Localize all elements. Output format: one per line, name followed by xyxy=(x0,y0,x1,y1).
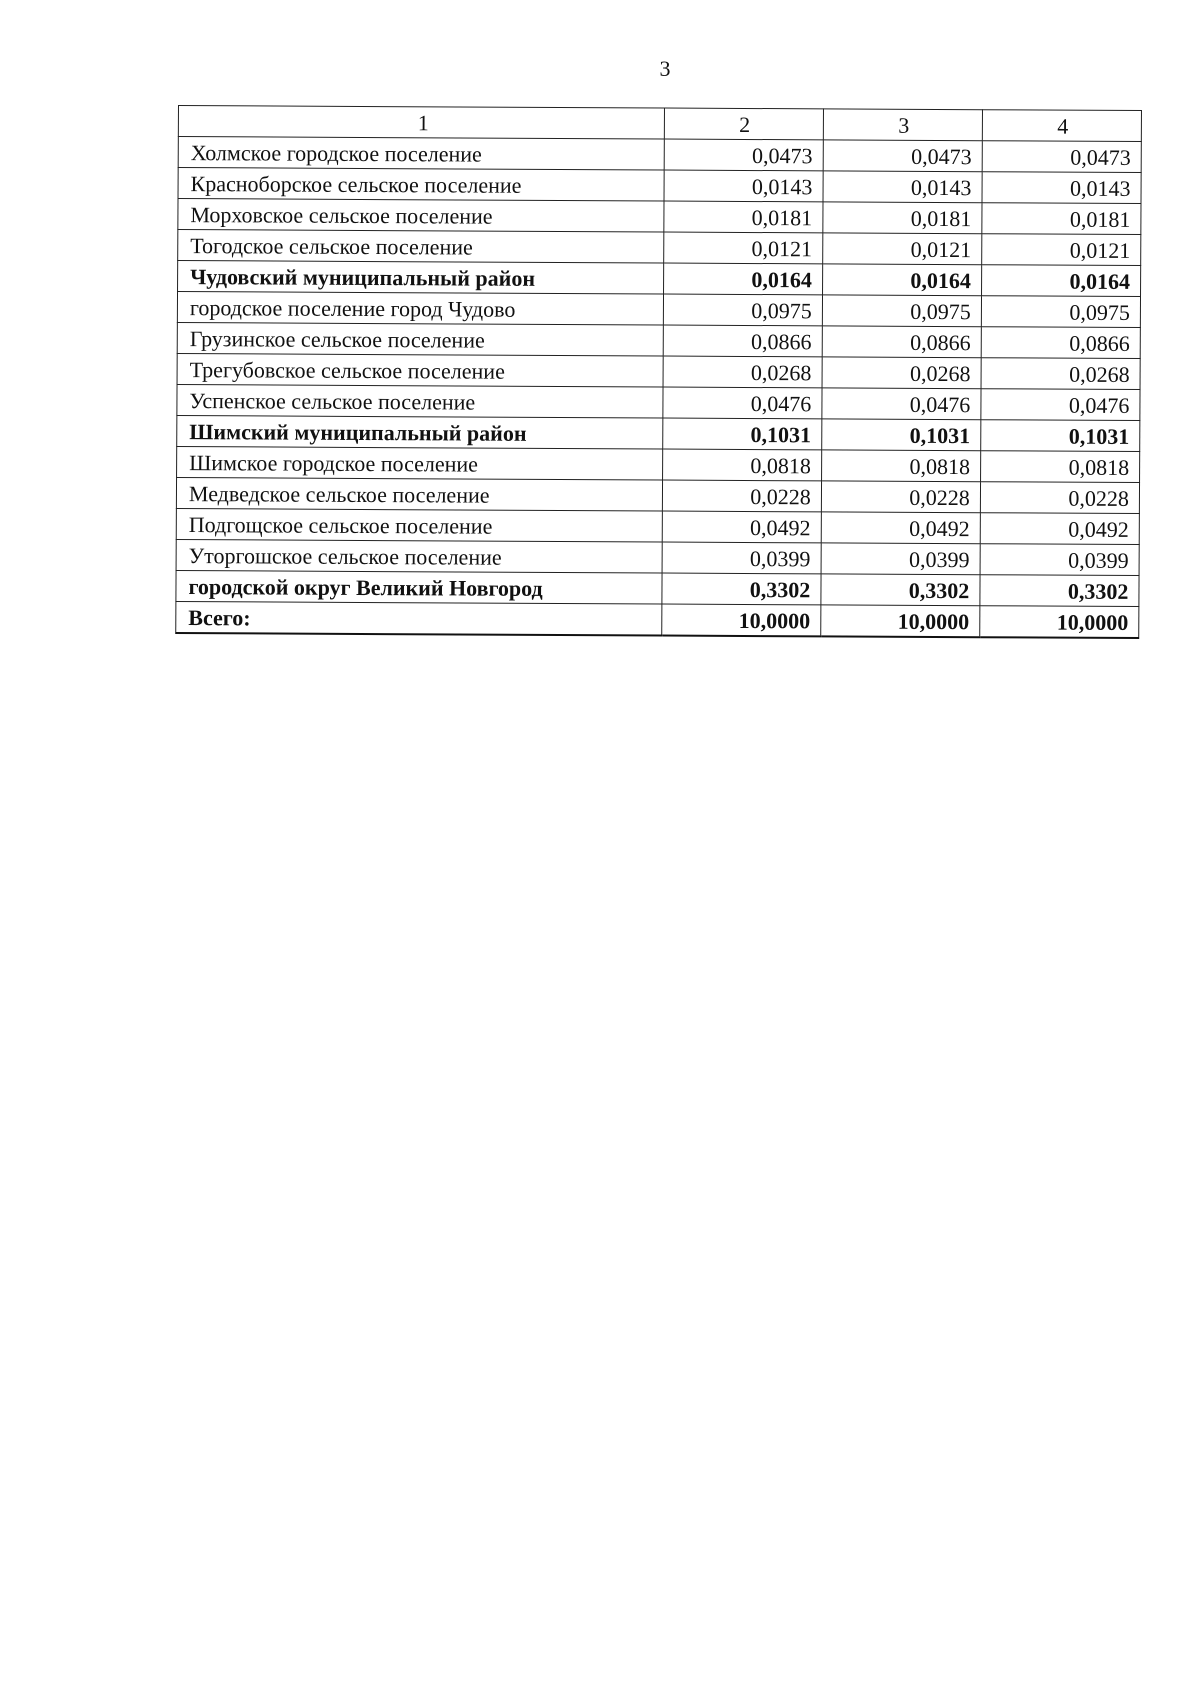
row-value-col2: 0,0492 xyxy=(662,511,821,543)
row-value-col4: 10,0000 xyxy=(980,606,1139,638)
row-value-col4: 0,0866 xyxy=(981,327,1140,359)
row-name-cell: Трегубовское сельское поселение xyxy=(177,353,663,387)
row-value-col3: 0,0476 xyxy=(822,388,981,420)
row-name-cell: Медведское сельское поселение xyxy=(176,477,662,511)
row-value-col4: 0,0164 xyxy=(981,265,1140,297)
row-name-cell: Тогодское сельское поселение xyxy=(178,230,664,264)
row-name-cell: Шимский муниципальный район xyxy=(177,415,663,449)
table-row xyxy=(177,322,1140,358)
row-value-col3: 0,3302 xyxy=(821,574,980,606)
row-value-col3: 0,0228 xyxy=(821,481,980,513)
row-value-col4: 0,0268 xyxy=(981,358,1140,390)
column-header-4: 4 xyxy=(982,110,1141,142)
row-name-cell: городское поселение город Чудово xyxy=(177,292,663,326)
page-number xyxy=(0,56,1200,82)
table-row xyxy=(177,292,1140,328)
row-value-col2: 0,0866 xyxy=(663,325,822,357)
row-value-col2: 0,0975 xyxy=(663,294,822,326)
row-value-col2: 0,1031 xyxy=(662,418,821,450)
row-value-col4: 0,0181 xyxy=(982,203,1141,235)
row-value-col2: 10,0000 xyxy=(661,604,820,636)
row-name-cell: Морховское сельское поселение xyxy=(178,199,664,233)
row-name-cell: Уторгошское сельское поселение xyxy=(176,539,662,573)
row-value-col3: 0,0492 xyxy=(821,512,980,544)
row-value-col4: 0,0818 xyxy=(980,451,1139,483)
row-value-col3: 0,0866 xyxy=(822,326,981,358)
row-value-col2: 0,0143 xyxy=(664,170,823,202)
table-row xyxy=(178,137,1141,173)
row-value-col4: 0,0399 xyxy=(980,544,1139,576)
row-value-col4: 0,0476 xyxy=(981,389,1140,421)
row-value-col3: 0,0121 xyxy=(822,233,981,265)
page-number-text: 3 xyxy=(659,56,671,81)
row-name-cell: Шимское городское поселение xyxy=(177,446,663,480)
table-row xyxy=(176,508,1139,544)
row-value-col2: 0,0476 xyxy=(663,387,822,419)
row-value-col4: 0,0228 xyxy=(980,482,1139,514)
table-row xyxy=(178,168,1141,204)
table-row xyxy=(177,384,1140,420)
row-value-col4: 0,1031 xyxy=(981,420,1140,452)
row-value-col3: 0,0399 xyxy=(821,543,980,575)
row-value-col3: 0,0181 xyxy=(823,202,982,234)
row-value-col2: 0,0121 xyxy=(663,232,822,264)
row-value-col3: 10,0000 xyxy=(821,605,980,637)
column-header-3: 3 xyxy=(823,109,982,141)
table-row xyxy=(177,415,1140,451)
row-value-col2: 0,0164 xyxy=(663,263,822,295)
row-value-col2: 0,0228 xyxy=(662,480,821,512)
table-row xyxy=(176,570,1139,606)
column-header-1: 1 xyxy=(178,106,664,140)
row-name-cell: Чудовский муниципальный район xyxy=(178,261,664,295)
row-value-col4: 0,0143 xyxy=(982,172,1141,204)
table-row xyxy=(177,446,1140,482)
row-name-cell: Грузинское сельское поселение xyxy=(177,322,663,356)
table-row xyxy=(176,601,1139,638)
table-row xyxy=(176,539,1139,575)
row-value-col2: 0,0473 xyxy=(664,139,823,171)
row-value-col3: 0,1031 xyxy=(821,419,980,451)
row-value-col3: 0,0473 xyxy=(823,140,982,172)
row-value-col4: 0,3302 xyxy=(980,575,1139,607)
row-name-cell: Холмское городское поселение xyxy=(178,137,664,171)
data-table xyxy=(175,105,1142,639)
row-value-col2: 0,3302 xyxy=(662,573,821,605)
table-row xyxy=(178,199,1141,235)
table-row xyxy=(178,230,1141,266)
row-value-col3: 0,0164 xyxy=(822,264,981,296)
row-name-cell: Красноборское сельское поселение xyxy=(178,168,664,202)
row-name-cell: Всего: xyxy=(176,601,662,635)
row-value-col4: 0,0121 xyxy=(982,234,1141,266)
row-name-cell: городской округ Великий Новгород xyxy=(176,570,662,604)
row-name-cell: Успенское сельское поселение xyxy=(177,384,663,418)
row-value-col3: 0,0975 xyxy=(822,295,981,327)
row-value-col2: 0,0268 xyxy=(663,356,822,388)
row-value-col3: 0,0143 xyxy=(823,171,982,203)
column-header-2: 2 xyxy=(664,108,823,140)
table-header-row xyxy=(178,106,1141,142)
row-value-col4: 0,0492 xyxy=(980,513,1139,545)
table-row xyxy=(178,261,1141,297)
row-value-col3: 0,0268 xyxy=(822,357,981,389)
row-value-col4: 0,0975 xyxy=(981,296,1140,328)
row-value-col2: 0,0181 xyxy=(664,201,823,233)
table-row xyxy=(177,353,1140,389)
row-value-col3: 0,0818 xyxy=(821,450,980,482)
row-value-col2: 0,0818 xyxy=(662,449,821,481)
table-row xyxy=(176,477,1139,513)
row-value-col2: 0,0399 xyxy=(662,542,821,574)
row-value-col4: 0,0473 xyxy=(982,141,1141,173)
row-name-cell: Подгощское сельское поселение xyxy=(176,508,662,542)
